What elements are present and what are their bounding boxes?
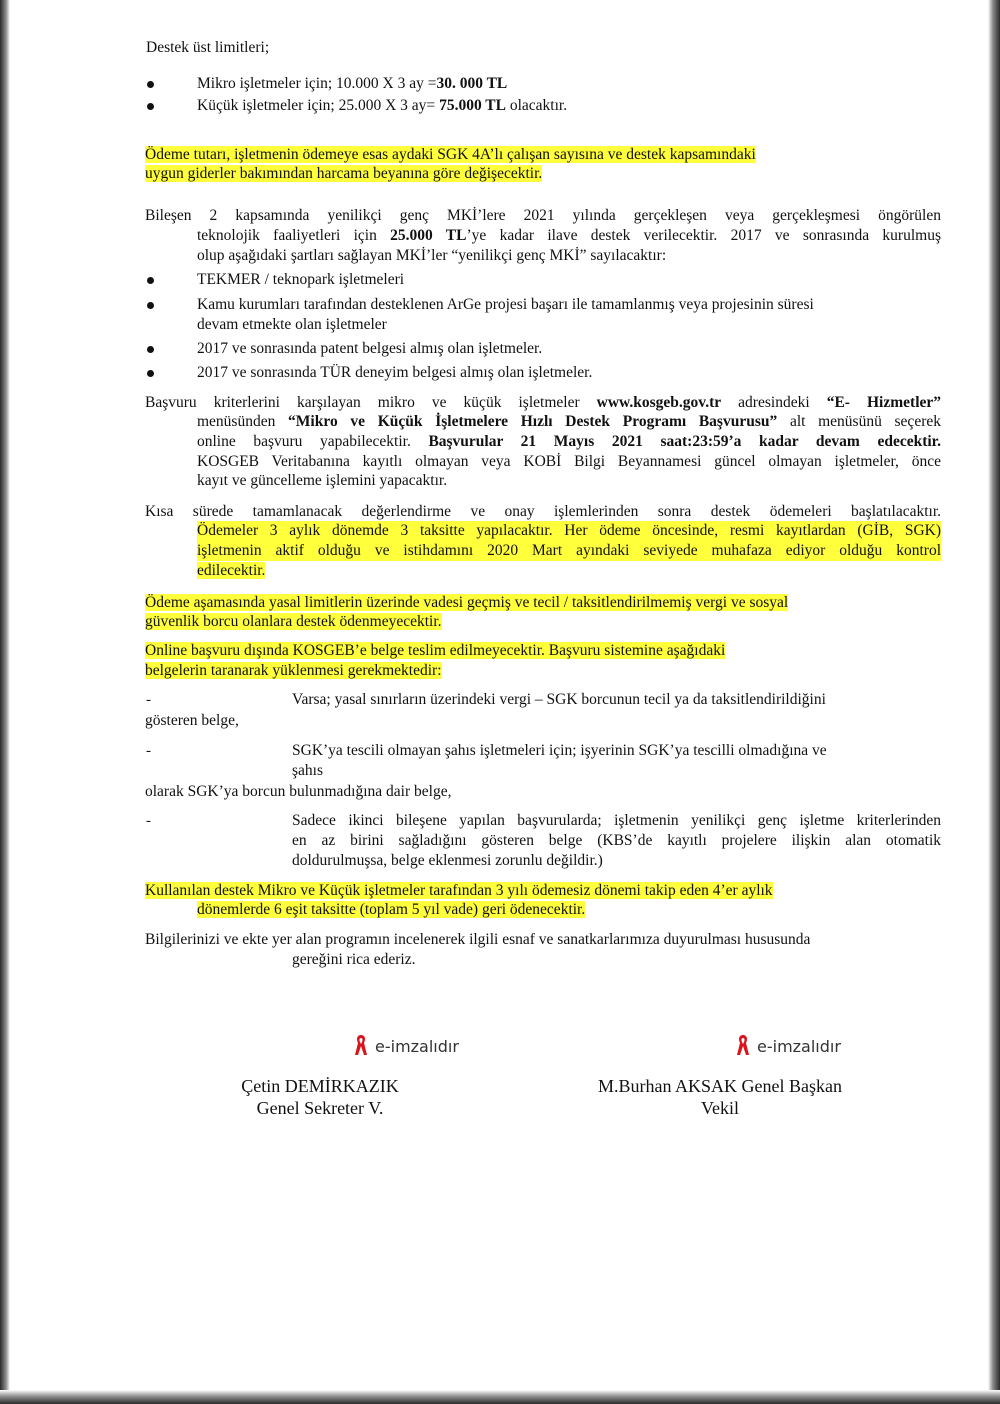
evaluation-line: Ödemeler 3 aylık dönemde 3 taksitte yapılacaktır. Her ödeme öncesinde, resmi kayıtlardan (GİB, SGK) bbox=[197, 522, 941, 539]
criteria-item: 2017 ve sonrasında TÜR deneyim belgesi almış olan işletmeler. bbox=[197, 364, 593, 381]
signatory-name-left: Çetin DEMİRKAZIK bbox=[241, 1076, 399, 1096]
application-line: online başvuru yapabilecektir. Başvurular 21 Mayıs 2021 saat:23:59’a kadar devam edecektir. bbox=[197, 433, 942, 450]
closing-line: Bilgilerinizi ve ekte yer alan programın incelenerek ilgili esnaf ve sanatkarlarımıza duyurulması hususunda bbox=[145, 931, 811, 948]
scan-right-edge bbox=[988, 0, 1000, 1404]
bullet-icon bbox=[147, 81, 154, 88]
limit-item-mikro: Mikro işletmeler için; 10.000 X 3 ay =30. 000 TL bbox=[197, 75, 508, 92]
e-signature-stamp-left: e-imzalıdır bbox=[354, 1034, 459, 1056]
component2-line: olup aşağıdaki şartları sağlayan MKİ’ler “yenilikçi genç MKİ” sayılacaktır: bbox=[197, 247, 667, 264]
bullet-icon bbox=[147, 370, 154, 377]
document-item: Sadece ikinci bileşene yapılan başvurularda; işletmenin yenilikçi genç işletme kriterlerinden bbox=[292, 812, 941, 829]
evaluation-line: Kısa sürede tamamlanacak değerlendirme ve onay işlemlerinden sonra destek ödemeleri başlatılacaktır. bbox=[145, 503, 941, 520]
criteria-item: TEKMER / teknopark işletmeleri bbox=[197, 271, 405, 288]
document-item-cont: olarak SGK’ya borcun bulunmadığına dair belge, bbox=[145, 783, 452, 800]
list-dash: - bbox=[146, 743, 151, 759]
section-heading: Destek üst limitleri; bbox=[146, 39, 270, 56]
awareness-ribbon-icon bbox=[354, 1034, 368, 1056]
scan-bottom-edge bbox=[0, 1390, 1000, 1404]
repayment-line: Kullanılan destek Mikro ve Küçük işletmeler tarafından 3 yılı ödemesiz dönemi takip eden 4’er aylık bbox=[145, 882, 773, 899]
bullet-icon bbox=[147, 302, 154, 309]
application-line: menüsünden “Mikro ve Küçük İşletmelere Hızlı Destek Programı Başvurusu” alt menüsünü seçerek bbox=[197, 413, 941, 430]
document-item-cont: doldurulmuşsa, belge eklenmesi zorunlu değildir.) bbox=[292, 852, 603, 869]
bullet-icon bbox=[147, 103, 154, 110]
online-note-line: Online başvuru dışında KOSGEB’e belge teslim edilmeyecektir. Başvuru sistemine aşağıdaki bbox=[145, 642, 726, 659]
bullet-icon bbox=[147, 346, 154, 353]
debt-note-line: Ödeme aşamasında yasal limitlerin üzerinde vadesi geçmiş ve tecil / taksitlendirilmemiş vergi ve sosyal bbox=[145, 594, 789, 611]
signatory-title-right: Vekil bbox=[701, 1098, 739, 1118]
e-signature-stamp-right: e-imzalıdır bbox=[736, 1034, 841, 1056]
list-dash: - bbox=[146, 692, 151, 708]
document-item-cont: şahıs bbox=[292, 762, 323, 779]
signatory-name-right: M.Burhan AKSAK Genel Başkan bbox=[598, 1076, 842, 1096]
kosgeb-url: www.kosgeb.gov.tr bbox=[596, 394, 722, 411]
repayment-line: dönemlerde 6 eşit taksitte (toplam 5 yıl vade) geri ödenecektir. bbox=[197, 901, 586, 918]
scan-left-edge bbox=[0, 0, 10, 1404]
component2-line: teknolojik faaliyetleri için 25.000 TL’ye kadar ilave destek verilecektir. 2017 ve sonrasında kurulmuş bbox=[197, 227, 941, 244]
application-line: kayıt ve güncelleme işlemini yapacaktır. bbox=[197, 472, 448, 489]
document-item: Varsa; yasal sınırların üzerindeki vergi – SGK borcunun tecil ya da taksitlendirildiğini bbox=[292, 691, 826, 708]
list-dash: - bbox=[146, 813, 151, 829]
awareness-ribbon-icon bbox=[736, 1034, 750, 1056]
application-line: Başvuru kriterlerini karşılayan mikro ve küçük işletmeler www.kosgeb.gov.tr adresindeki “E- Hizmetler” bbox=[145, 394, 942, 411]
evaluation-line: edilecektir. bbox=[197, 562, 266, 579]
closing-line: gereğini rica ederiz. bbox=[292, 951, 416, 968]
document-item-cont: en az birini sağladığını gösteren belge (KBS’de kayıtlı projelere ilişkin alan otomatik bbox=[292, 832, 941, 849]
document-item-cont: gösteren belge, bbox=[145, 712, 239, 729]
payment-note-line: Ödeme tutarı, işletmenin ödemeye esas aydaki SGK 4A’lı çalışan sayısına ve destek kapsamındaki bbox=[145, 146, 756, 163]
criteria-item: Kamu kurumları tarafından desteklenen ArGe projesi başarı ile tamamlanmış veya projesinin süresi bbox=[197, 296, 814, 313]
application-line: KOSGEB Veritabanına kayıtlı olmayan veya KOBİ Bilgi Beyannamesi güncel olmayan işletmeler, önce bbox=[197, 453, 941, 470]
criteria-item: 2017 ve sonrasında patent belgesi almış olan işletmeler. bbox=[197, 340, 543, 357]
signatory-title-left: Genel Sekreter V. bbox=[256, 1098, 384, 1118]
online-note-line: belgelerin taranarak yüklenmesi gerekmektedir: bbox=[145, 662, 442, 679]
evaluation-line: işletmenin aktif olduğu ve istihdamını 2020 Mart ayındaki seviyede muhafaza ediyor olduğu kontrol bbox=[197, 542, 941, 559]
debt-note-line: güvenlik borcu olanlara destek ödenmeyecektir. bbox=[145, 613, 442, 630]
payment-note-line: uygun giderler bakımından harcama beyanına göre değişecektir. bbox=[145, 165, 543, 182]
document-item: SGK’ya tescili olmayan şahıs işletmeleri için; işyerinin SGK’ya tescilli olmadığına ve bbox=[292, 742, 827, 759]
limit-item-kucuk: Küçük işletmeler için; 25.000 X 3 ay= 75.000 TL olacaktır. bbox=[197, 97, 568, 114]
bullet-icon bbox=[147, 277, 154, 284]
criteria-item-cont: devam etmekte olan işletmeler bbox=[197, 316, 387, 333]
component2-line: Bileşen 2 kapsamında yenilikçi genç MKİ’lere 2021 yılında gerçekleşen veya gerçekleşmesi öngörülen bbox=[145, 207, 941, 224]
